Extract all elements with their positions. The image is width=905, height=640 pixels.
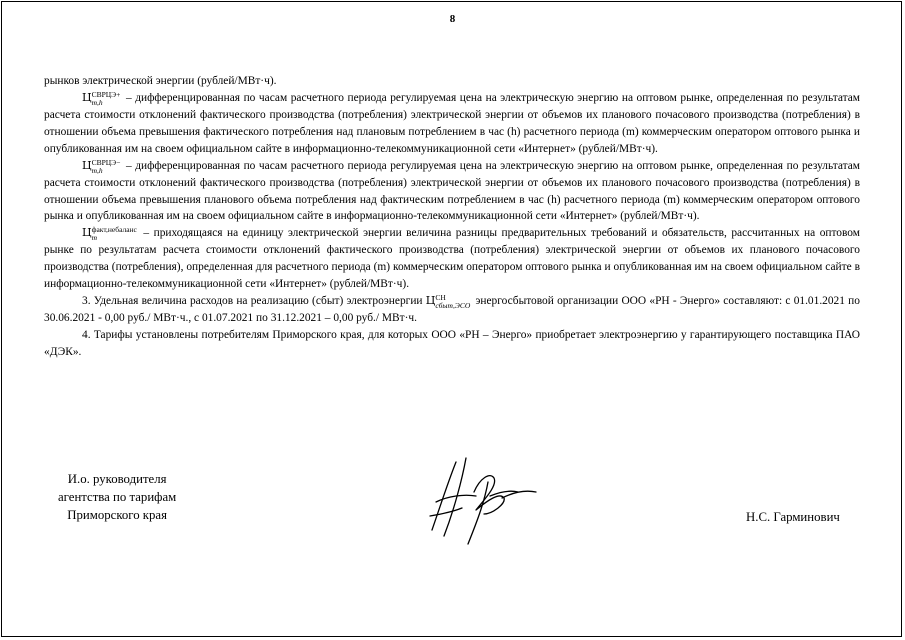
formula-sup: СН <box>435 293 446 303</box>
formula-indices <box>92 226 137 242</box>
item-3-paragraph <box>44 293 860 327</box>
definition-price-plus <box>44 90 860 158</box>
page-number: 8 <box>449 13 456 25</box>
formula-sub: m <box>91 233 98 243</box>
formula-symbol: Ц <box>82 90 92 104</box>
item-3-before: 3. Удельная величина расходов на реализацию (сбыт) электроэнергии <box>82 295 423 308</box>
formula-symbol: Ц <box>425 294 436 308</box>
formula-sup: СВРЦЭ+ <box>91 89 121 99</box>
signatory-title-line: Приморского края <box>67 508 167 522</box>
formula-sub: m,h <box>91 165 103 175</box>
definition-text: – приходящаяся на единицу электрической энергии величина разницы предварительных требований и обязательств, рассчитанных на оптовом рынке по результатам расчета стоимости отклонений фактического производства (потребления) электрической энергии от объемов их планового почасового производства (потребления), определенная для расчетного периода (m) коммерческим оператором оптового рынка и опубликованная им на своем официальном сайте в информационно-телекоммуникационной сети «Интернет» (рублей/МВт·ч). <box>44 227 860 291</box>
formula-sub: сбыт,ЭСО <box>435 301 471 311</box>
signatory-title <box>58 470 176 524</box>
formula-indices <box>92 91 121 107</box>
formula-indices <box>92 159 121 175</box>
intro-line: рынков электрической энергии (рублей/МВт·ч). <box>44 75 277 87</box>
document-body <box>44 73 860 361</box>
signatory-title-line: агентства по тарифам <box>58 490 177 504</box>
item-3-after: энергосбытовой организации ООО «РН - Энерго» составляют: с 01.01.2021 по 30.06.2021 - 0,00 руб./ МВт·ч., с 01.07.2021 по 31.12.2021 – 0,00 руб./ МВт·ч. <box>44 295 860 325</box>
formula-symbol: Ц <box>82 158 92 172</box>
handwritten-signature <box>418 452 548 552</box>
formula-symbol: Ц <box>82 226 92 240</box>
formula-indices <box>435 294 470 310</box>
definition-text: – дифференцированная по часам расчетного периода регулируемая цена на электрическую энергию на оптовом рынке, определенная по результатам расчета стоимости отклонений фактического производства (потребления) электрической энергии от объемов их планового почасового производства (потребления) в отношении объема превышения фактического потребления над плановым потреблением в час (h) расчетного периода (m) коммерческим оператором оптового рынка и опубликованная им на своем официальном сайте в информационно-телекоммуникационной сети «Интернет» (рублей/МВт·ч). <box>44 91 860 155</box>
signatory-name: Н.С. Гарминович <box>746 510 840 524</box>
formula-sup: СВРЦЭ− <box>91 157 121 167</box>
definition-price-minus <box>44 158 860 226</box>
signatory-title-line: И.о. руководителя <box>67 472 167 486</box>
formula-sup: факт,небаланс <box>91 225 137 235</box>
definition-text: – дифференцированная по часам расчетного периода регулируемая цена на электрическую энергию на оптовом рынке, определенная по результатам расчета стоимости отклонений фактического производства (потребления) электрической энергии от объемов их планового почасового производства (потребления) в отношении объема превышения планового объема потребления над фактическим потреблением в час (h) расчетного периода (m) коммерческим оператором оптового рынка и опубликованная им на своем официальном сайте в информационно-телекоммуникационной сети «Интернет» (рублей/МВт·ч). <box>44 159 860 223</box>
item-4-paragraph: 4. Тарифы установлены потребителям Приморского края, для которых ООО «РН – Энерго» приобретает электроэнергию у гарантирующего поставщика ПАО «ДЭК». <box>44 328 860 358</box>
definition-imbalance <box>44 225 860 293</box>
formula-sub: m,h <box>91 97 103 107</box>
